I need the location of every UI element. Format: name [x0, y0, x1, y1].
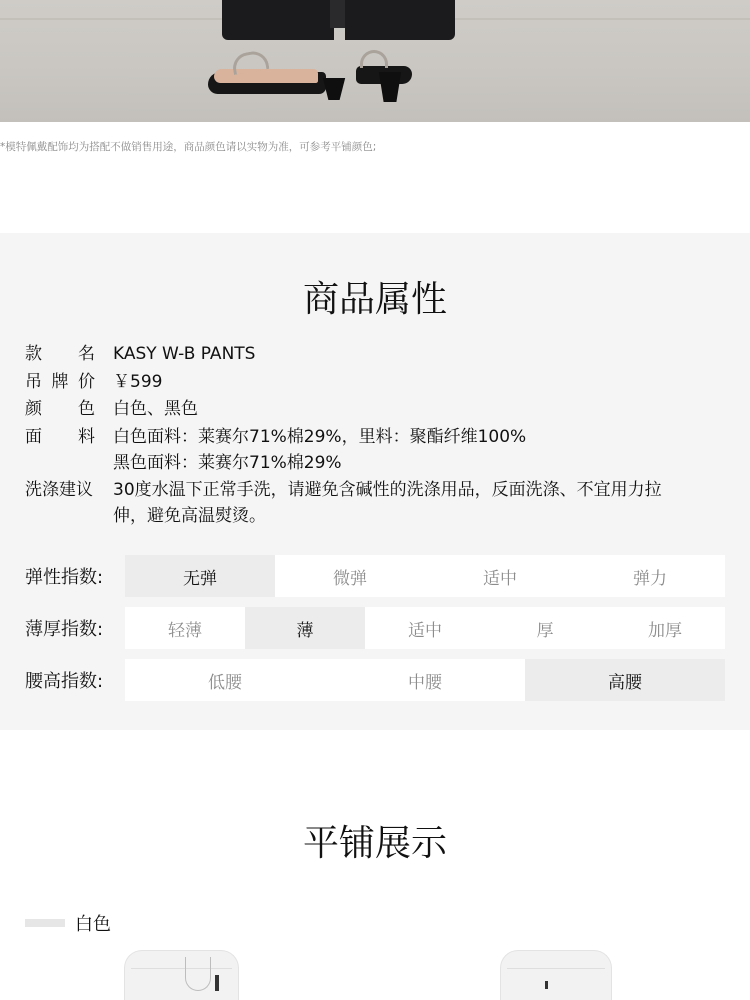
spec-key-char: 价 — [78, 372, 95, 392]
index-option: 高腰 — [525, 659, 725, 701]
spec-key-char: 面 — [25, 427, 42, 447]
index-option: 弹力 — [633, 568, 667, 589]
index-option: 加厚 — [648, 620, 682, 641]
white-pants-back-image — [500, 950, 612, 1000]
index-option: 无弹 — [125, 555, 275, 597]
pants-label-tag — [215, 975, 219, 991]
spec-key-char: 牌 — [51, 372, 69, 392]
spec-value-line: KASY W-B PANTS — [113, 344, 256, 364]
right-shoe-strap — [360, 50, 388, 68]
spec-key-char: 色 — [78, 399, 95, 419]
index-options — [125, 607, 725, 649]
white-pants-front-image — [124, 950, 239, 1000]
trouser-left-leg — [222, 0, 334, 40]
trouser-right-leg — [345, 0, 455, 40]
spec-value-line: ￥599 — [113, 372, 163, 392]
index-option: 适中 — [408, 620, 442, 641]
pants-waistband — [131, 959, 232, 969]
pants-waistband — [507, 959, 605, 969]
index-label: 弹性指数: — [25, 567, 104, 588]
index-option: 适中 — [483, 568, 517, 589]
spec-value — [113, 477, 703, 529]
index-option: 轻薄 — [168, 620, 202, 641]
index-option: 薄 — [245, 607, 365, 649]
index-options — [125, 659, 725, 701]
spec-key-char: 名 — [78, 344, 95, 364]
spec-value-line: 黑色面料：莱赛尔71%棉29% — [113, 453, 342, 473]
spec-key-char: 吊 — [25, 372, 42, 392]
spec-key-char: 颜 — [25, 399, 42, 419]
spec-value — [113, 341, 703, 367]
model-photo — [0, 0, 750, 122]
spec-key-text: 洗涤建议 — [25, 480, 93, 500]
spec-key — [25, 424, 113, 476]
index-option: 低腰 — [208, 672, 242, 693]
pants-drawstring — [185, 957, 211, 991]
spec-key — [25, 396, 113, 422]
disclaimer-text: *模特佩戴配饰均为搭配不做销售用途，商品颜色请以实物为准，可参考平铺颜色; — [0, 141, 377, 153]
index-option: 厚 — [536, 620, 554, 641]
index-label: 薄厚指数: — [25, 619, 104, 640]
thickness-index — [25, 607, 725, 649]
spec-value — [113, 369, 703, 395]
color-tag — [25, 910, 111, 936]
spec-value-line: 白色面料：莱赛尔71%棉29%，里料：聚酯纤维100% — [113, 427, 527, 447]
color-tag-label: 白色 — [75, 914, 111, 935]
index-option: 中腰 — [408, 672, 442, 693]
spec-key-char: 料 — [78, 427, 95, 447]
spec-row-name — [25, 341, 703, 367]
spec-key — [25, 341, 113, 367]
index-label: 腰高指数: — [25, 671, 104, 692]
spec-key — [25, 369, 113, 395]
spec-value-line: 伸，避免高温熨烫。 — [113, 506, 266, 526]
elasticity-index — [25, 555, 725, 597]
spec-row-price — [25, 369, 703, 395]
spec-row-color — [25, 396, 703, 422]
index-options — [125, 555, 725, 597]
color-tag-bar — [25, 919, 65, 927]
section-title-flat-lay: 平铺展示 — [302, 823, 447, 864]
waist-height-index — [25, 659, 725, 701]
spec-value — [113, 424, 703, 476]
pants-label-tag — [545, 981, 548, 989]
spec-row-care — [25, 477, 703, 529]
left-foot — [214, 69, 318, 83]
spec-key — [25, 477, 113, 529]
spec-value-line: 白色、黑色 — [113, 399, 198, 419]
spec-row-fabric — [25, 424, 703, 476]
spec-list — [25, 341, 703, 529]
spec-key-char: 款 — [25, 344, 42, 364]
spec-value-line: 30度水温下正常手洗，请避免含碱性的洗涤用品，反面洗涤、不宜用力拉 — [113, 480, 662, 500]
section-title-attributes: 商品属性 — [302, 279, 447, 320]
index-option: 微弹 — [333, 568, 367, 589]
spec-value — [113, 396, 703, 422]
